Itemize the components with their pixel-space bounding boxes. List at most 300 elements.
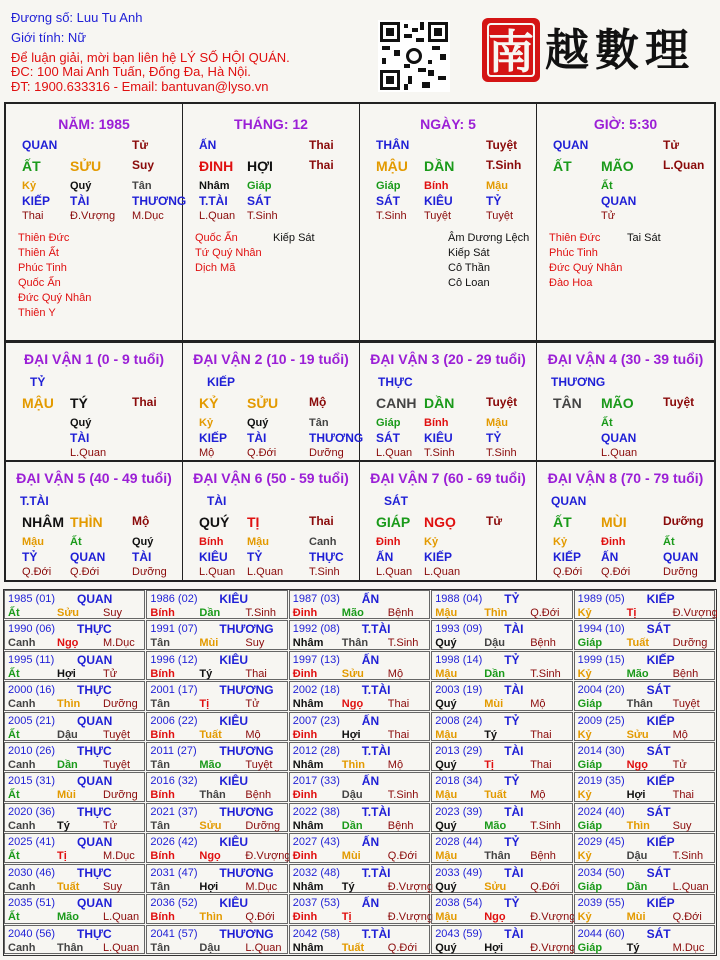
year-cell <box>289 864 433 893</box>
year-stem: Kỷ <box>577 607 592 619</box>
dai-van-hidden-god: TÀI <box>70 431 90 445</box>
dai-van-hidden-stem: Đinh <box>376 536 401 548</box>
year-label: 1993 (09) <box>435 623 483 636</box>
year-cell <box>431 803 572 832</box>
year-cell <box>574 925 715 954</box>
year-cell <box>146 681 287 710</box>
year-stem: Mậu <box>435 850 458 863</box>
year-branch: Thìn <box>199 911 223 924</box>
year-branch: Tuất <box>341 941 365 954</box>
year-cell <box>4 833 145 862</box>
pillar-stage: Tuyệt <box>424 210 452 222</box>
year-stem: Canh <box>8 698 36 711</box>
year-cell <box>4 742 145 771</box>
year-stem: Ất <box>8 850 20 863</box>
year-ten-god: T.TÀI <box>361 744 391 759</box>
dai-van-ten-god: TÀI <box>207 494 227 508</box>
four-pillars <box>4 102 716 342</box>
year-branch: Dần <box>199 607 221 619</box>
year-ten-god: THƯƠNG <box>219 926 274 941</box>
year-cell <box>431 681 572 710</box>
year-cell <box>431 712 572 741</box>
pillar-star: Đào Hoa <box>549 277 593 289</box>
year-stem: Tân <box>150 759 170 772</box>
year-stem: Quý <box>435 637 457 650</box>
pillar-ten-god: Tử <box>132 138 149 152</box>
owner-name: Đương số: Luu Tu Anh <box>11 10 143 25</box>
dai-van-stage: T.Sinh <box>424 447 455 459</box>
dai-van-hidden-stem: Bính <box>424 417 449 429</box>
year-stem: Đinh <box>292 728 318 741</box>
dai-van-main: NGỌ <box>424 514 456 530</box>
year-stage: T.Sinh <box>245 607 276 619</box>
dai-van-main: Thai <box>132 395 157 409</box>
year-branch: Mão <box>199 759 222 772</box>
year-stem: Bính <box>150 789 175 802</box>
year-stem: Bính <box>150 850 175 863</box>
header <box>0 0 720 100</box>
year-cell <box>146 742 287 771</box>
pillar-hidden-god: SÁT <box>247 194 271 208</box>
year-label: 2011 (27) <box>150 745 197 758</box>
year-label: 2040 (56) <box>8 927 56 940</box>
pillar-stage: Thai <box>22 210 44 222</box>
year-cell <box>146 651 287 680</box>
year-stem: Canh <box>8 880 36 893</box>
dai-van-main: NHÂM <box>22 514 64 530</box>
year-cell <box>431 590 572 619</box>
year-cell <box>289 833 430 862</box>
dai-van-hidden-stem: Kỷ <box>199 417 214 429</box>
year-ten-god: TỶ <box>504 592 520 606</box>
year-label: 2002 (18) <box>292 684 340 697</box>
pillar-main: SỬU <box>70 158 102 174</box>
year-stem: Quý <box>435 819 457 832</box>
year-stem: Kỷ <box>577 911 592 924</box>
year-label: 1988 (04) <box>435 593 483 605</box>
year-branch: Tuất <box>57 880 80 893</box>
year-branch: Dậu <box>199 941 221 954</box>
qr-code-icon <box>378 20 450 92</box>
dai-van-main: THÌN <box>70 514 103 530</box>
year-cell <box>574 833 715 862</box>
dai-van-main: KỶ <box>199 395 219 411</box>
year-branch: Thân <box>341 637 369 650</box>
pillar-star: Thiên Y <box>18 307 56 319</box>
year-stage: Thai <box>530 728 552 741</box>
year-branch: Thân <box>626 698 653 711</box>
year-cell <box>289 590 430 619</box>
pillar-cell <box>6 104 187 340</box>
year-ten-god: ẤN <box>361 896 380 911</box>
pillar-title: GIỜ: 5:30 <box>593 116 658 132</box>
year-label: 1999 (15) <box>577 653 625 666</box>
year-ten-god: TÀI <box>504 622 524 637</box>
year-stem: Giáp <box>577 880 603 893</box>
year-stem: Ất <box>8 789 20 802</box>
year-branch: Mùi <box>57 789 76 802</box>
pillar-star-bad: Cô Thần <box>448 262 490 274</box>
year-ten-god: KIẾP <box>646 652 675 667</box>
year-stage: Mộ <box>530 698 546 711</box>
pillar-hidden-god: SÁT <box>376 194 400 208</box>
year-branch: Ngọ <box>626 759 648 772</box>
year-ten-god: QUAN <box>77 896 113 911</box>
year-stem: Tân <box>150 819 170 832</box>
dai-van-main: Thai <box>309 514 334 528</box>
year-stem: Mậu <box>435 911 458 924</box>
pillar-ten-god: Thai <box>309 138 334 152</box>
dai-van-hidden-god: KIẾP <box>553 550 582 564</box>
year-ten-god: TÀI <box>504 804 524 819</box>
year-branch: Tuất <box>199 728 222 741</box>
pillar-star: Quốc Ấn <box>18 277 61 289</box>
year-cell <box>289 712 430 741</box>
year-stage: Đ.Vượng <box>530 911 576 924</box>
year-label: 2032 (48) <box>292 866 340 879</box>
year-stem: Giáp <box>577 759 603 772</box>
year-stem: Canh <box>8 941 36 954</box>
pillar-hidden-stem: Quý <box>70 180 92 192</box>
year-ten-god: T.TÀI <box>361 926 391 941</box>
year-stem: Kỷ <box>577 667 592 680</box>
year-branch: Tý <box>57 819 70 832</box>
year-stem: Nhâm <box>292 880 324 893</box>
year-cell <box>146 590 287 619</box>
dai-van-cell <box>183 342 364 461</box>
year-stem: Tân <box>150 698 170 711</box>
dai-van-stage: Dưỡng <box>309 447 344 459</box>
year-stage: T.Sinh <box>387 637 419 650</box>
dai-van-ten-god: T.TÀI <box>20 494 49 508</box>
year-ten-god: QUAN <box>77 592 113 606</box>
logo <box>480 10 710 90</box>
year-label: 2015 (31) <box>8 775 56 788</box>
year-ten-god: KIẾP <box>646 592 675 606</box>
dai-van-stage: Q.Đới <box>70 566 100 578</box>
dai-van-hidden-stem: Quý <box>247 417 269 429</box>
dai-van-main: TÂN <box>553 395 582 411</box>
year-ten-god: QUAN <box>77 774 113 789</box>
year-ten-god: THỰC <box>77 926 112 941</box>
year-stage: Q.Đới <box>387 941 418 954</box>
year-stem: Mậu <box>435 607 458 619</box>
year-cell <box>4 620 145 649</box>
year-label: 2033 (49) <box>435 866 483 879</box>
year-ten-god: ẤN <box>361 652 380 667</box>
dai-van-hidden-stem: Kỷ <box>424 536 439 548</box>
year-label: 2036 (52) <box>150 897 198 910</box>
year-branch: Tuất <box>484 789 507 802</box>
dai-van-hidden-god: QUAN <box>663 550 699 564</box>
year-label: 2001 (17) <box>150 684 198 697</box>
year-ten-god: SÁT <box>646 744 671 759</box>
year-ten-god: ẤN <box>361 713 380 728</box>
year-stage: Tuyệt <box>245 759 273 772</box>
dai-van-ten-god: SÁT <box>384 494 408 508</box>
year-cell <box>289 772 430 801</box>
year-branch: Hợi <box>57 667 76 680</box>
dai-van-hidden-god: TỶ <box>247 550 263 564</box>
year-cell <box>146 803 287 832</box>
dai-van-hidden-stem: Mậu <box>247 536 269 548</box>
year-stage: T.Sinh <box>530 667 561 680</box>
year-cell <box>574 864 715 893</box>
year-stage: L.Quan <box>672 880 709 893</box>
dai-van-stage: L.Quan <box>424 566 461 578</box>
year-stem: Quý <box>435 880 457 893</box>
year-cell <box>4 681 145 710</box>
year-stage: Dưỡng <box>672 637 708 650</box>
dai-van-hidden-god: ẤN <box>601 550 619 564</box>
year-stem: Mậu <box>435 728 458 741</box>
dai-van-cell <box>360 342 537 461</box>
pillar-hidden-god: QUAN <box>601 194 637 208</box>
year-stem: Mậu <box>435 667 458 680</box>
year-stage: Q.Đới <box>672 911 702 924</box>
year-cell <box>574 803 715 832</box>
year-branch: Mão <box>57 911 79 924</box>
dai-van-main: Tuyệt <box>663 395 695 409</box>
year-stage: Mộ <box>672 728 688 741</box>
year-label: 2009 (25) <box>577 714 625 727</box>
dai-van-hidden-god: THƯƠNG <box>309 431 364 445</box>
pillar-star-bad: Âm Dương Lệch <box>448 232 530 244</box>
year-stage: L.Quan <box>103 941 140 954</box>
year-branch: Ngọ <box>484 911 506 924</box>
pillar-star: Dịch Mã <box>195 262 236 274</box>
year-stem: Quý <box>435 759 457 772</box>
dai-van-stage: Q.Đới <box>601 566 631 578</box>
year-branch: Dậu <box>626 850 648 863</box>
year-stage: Tuyệt <box>103 759 131 772</box>
dai-van-hidden-god: TÀI <box>247 431 267 445</box>
year-ten-god: SÁT <box>646 622 671 637</box>
year-ten-god: THỰC <box>77 804 112 819</box>
dai-van-stage: T.Sinh <box>309 566 340 578</box>
year-ten-god: TỶ <box>504 835 520 850</box>
year-stem: Nhâm <box>292 941 324 954</box>
dai-van-ten-god: QUAN <box>551 494 587 508</box>
year-label: 2034 (50) <box>577 866 625 879</box>
year-branch: Thìn <box>484 607 508 619</box>
year-ten-god: THỰC <box>77 865 112 880</box>
dai-van-hidden-stem: Quý <box>70 417 92 429</box>
dai-van-main: MẬU <box>22 395 54 411</box>
year-label: 2038 (54) <box>435 897 483 910</box>
pillar-star-bad: Tai Sát <box>627 232 661 244</box>
year-stem: Canh <box>8 819 36 832</box>
pillar-ten-god: Tuyệt <box>486 138 518 152</box>
year-stem: Bính <box>150 667 175 680</box>
year-branch: Mùi <box>341 850 361 863</box>
year-stem: Nhâm <box>292 698 324 711</box>
year-stage: Q.Đới <box>530 880 560 893</box>
year-label: 2035 (51) <box>8 897 56 910</box>
dai-van-hidden-stem: Ất <box>663 536 675 548</box>
dai-van-cell <box>183 461 360 580</box>
year-stage: Suy <box>103 607 122 619</box>
dai-van-title: ĐẠI VẬN 4 (30 - 39 tuổi) <box>547 351 704 367</box>
dai-van-hidden-god: SÁT <box>376 431 400 445</box>
year-cell <box>431 894 576 924</box>
pillar-cell <box>360 104 537 340</box>
year-cell <box>146 620 287 649</box>
year-stage: M.Dục <box>103 850 135 863</box>
year-ten-god: KIẾP <box>646 896 675 911</box>
year-label: 1997 (13) <box>292 653 340 666</box>
year-stem: Giáp <box>577 698 603 711</box>
year-stem: Bính <box>150 911 175 924</box>
year-branch: Ngọ <box>57 637 79 650</box>
year-label: 2017 (33) <box>292 775 340 788</box>
pillar-star: Đức Quý Nhân <box>18 292 92 304</box>
year-branch: Ngọ <box>341 698 364 711</box>
pillar-star-bad: Kiếp Sát <box>273 232 315 244</box>
year-label: 2041 (57) <box>150 927 198 940</box>
year-ten-god: THƯƠNG <box>219 865 274 880</box>
year-stage: Bệnh <box>672 667 699 680</box>
yearly-luck-table <box>3 589 717 956</box>
dai-van-main: TÝ <box>70 395 88 411</box>
year-cell <box>574 772 715 801</box>
year-label: 1994 (10) <box>577 623 625 636</box>
year-branch: Hợi <box>341 728 361 741</box>
year-cell <box>146 925 287 954</box>
year-label: 2004 (20) <box>577 684 625 697</box>
year-stage: Bệnh <box>530 637 556 650</box>
dai-van-hidden-stem: Quý <box>132 536 154 548</box>
year-stem: Kỷ <box>577 850 592 863</box>
pillar-hidden-stem: Kỷ <box>22 180 37 192</box>
year-ten-god: KIÊU <box>219 896 249 911</box>
gender: Giới tính: Nữ <box>11 30 87 45</box>
year-stem: Giáp <box>577 637 603 650</box>
year-label: 2003 (19) <box>435 684 483 697</box>
dai-van-main: Mộ <box>309 395 327 409</box>
dai-van-title: ĐẠI VẬN 2 (10 - 19 tuổi) <box>193 351 349 367</box>
svg-text:越數理: 越數理 <box>545 25 695 76</box>
dai-van-hidden-stem: Ất <box>601 417 613 429</box>
dai-van-cell <box>6 461 183 580</box>
year-label: 1996 (12) <box>150 653 198 666</box>
year-cell <box>574 590 718 619</box>
dai-van-main: Tử <box>486 514 503 528</box>
year-label: 2028 (44) <box>435 836 483 849</box>
year-cell <box>431 620 572 649</box>
year-label: 2031 (47) <box>150 866 198 879</box>
year-branch: Dần <box>341 819 363 832</box>
year-stage: Thai <box>387 698 410 711</box>
year-branch: Thân <box>484 850 511 863</box>
year-stage: Tử <box>245 698 260 711</box>
year-stage: L.Quan <box>245 941 282 954</box>
dai-van-cell <box>360 461 537 580</box>
year-stem: Bính <box>150 728 175 741</box>
year-label: 1990 (06) <box>8 623 56 636</box>
year-ten-god: THỰC <box>77 744 112 759</box>
pillar-cell <box>183 104 360 340</box>
pillar-star: Thiên Đức <box>18 232 70 244</box>
year-stem: Nhâm <box>292 759 324 772</box>
year-stage: M.Dục <box>103 637 135 650</box>
dai-van-cell <box>6 342 183 461</box>
year-stage: Suy <box>245 637 265 650</box>
dai-van-hidden-god: KIÊU <box>424 431 453 445</box>
year-cell <box>4 772 145 801</box>
year-ten-god: QUAN <box>77 835 113 850</box>
year-ten-god: KIẾP <box>646 774 675 789</box>
year-label: 1998 (14) <box>435 653 483 666</box>
year-branch: Tý <box>484 728 498 741</box>
pillar-main: MÃO <box>601 158 634 174</box>
year-ten-god: THƯƠNG <box>219 622 274 637</box>
year-label: 2021 (37) <box>150 805 198 818</box>
pillar-main: Thai <box>309 158 334 172</box>
year-stage: Tử <box>103 819 118 832</box>
year-ten-god: T.TÀI <box>361 683 391 698</box>
year-ten-god: THỰC <box>77 683 112 698</box>
year-label: 2025 (41) <box>8 836 56 849</box>
year-branch: Tị <box>626 607 637 619</box>
pillar-title: THÁNG: 12 <box>234 116 308 132</box>
year-stage: Dưỡng <box>103 789 138 802</box>
address: ĐC: 100 Mai Anh Tuấn, Đống Đa, Hà Nội. <box>11 64 251 79</box>
year-stage: Đ.Vượng <box>245 850 291 863</box>
pillar-star: Đức Quý Nhân <box>549 262 623 274</box>
year-stem: Đinh <box>292 607 318 619</box>
year-ten-god: THƯƠNG <box>219 804 274 819</box>
contact-note: Để luận giải, mời bạn liên hệ LÝ SỐ HỘI QUÁN. <box>11 50 290 65</box>
dai-van-stage: Mộ <box>199 447 215 459</box>
phone-email: ĐT: 1900.633316 - Email: bantuvan@lyso.vn <box>11 79 269 94</box>
year-label: 2044 (60) <box>577 927 625 940</box>
year-cell <box>146 712 287 741</box>
pillar-hidden-god: TÀI <box>70 194 90 208</box>
year-ten-god: KIÊU <box>219 592 249 606</box>
year-branch: Mùi <box>626 911 646 924</box>
year-cell <box>289 681 430 710</box>
year-ten-god: ẤN <box>361 592 380 606</box>
pillar-main: HỢI <box>247 158 273 174</box>
pillar-main: Suy <box>132 158 155 172</box>
year-stem: Mậu <box>435 789 458 802</box>
year-branch: Dậu <box>57 728 78 741</box>
year-branch: Dần <box>484 667 505 680</box>
dai-van-main: Dưỡng <box>663 514 704 528</box>
year-label: 1989 (05) <box>577 593 625 605</box>
year-cell <box>146 894 287 923</box>
year-cell <box>431 772 572 801</box>
dai-van-cell <box>537 342 714 461</box>
dai-van-hidden-stem: Bính <box>199 536 224 548</box>
dai-van-main: TỊ <box>247 514 260 530</box>
year-stage: Bệnh <box>387 819 414 832</box>
year-label: 1995 (11) <box>8 653 55 666</box>
year-ten-god: KIẾP <box>646 835 675 850</box>
year-ten-god: T.TÀI <box>361 622 391 637</box>
year-stem: Canh <box>8 637 36 650</box>
year-ten-god: T.TÀI <box>361 804 391 819</box>
year-stage: Đ.Vượng <box>387 911 433 924</box>
year-branch: Tý <box>199 667 213 680</box>
year-branch: Tuất <box>626 637 649 650</box>
pillar-hidden-god: TỶ <box>486 194 502 208</box>
dai-van-main: Mộ <box>132 514 150 528</box>
pillar-hidden-stem: Giáp <box>247 180 272 192</box>
pillar-main: DẦN <box>424 158 455 174</box>
year-label: 2013 (29) <box>435 745 483 758</box>
